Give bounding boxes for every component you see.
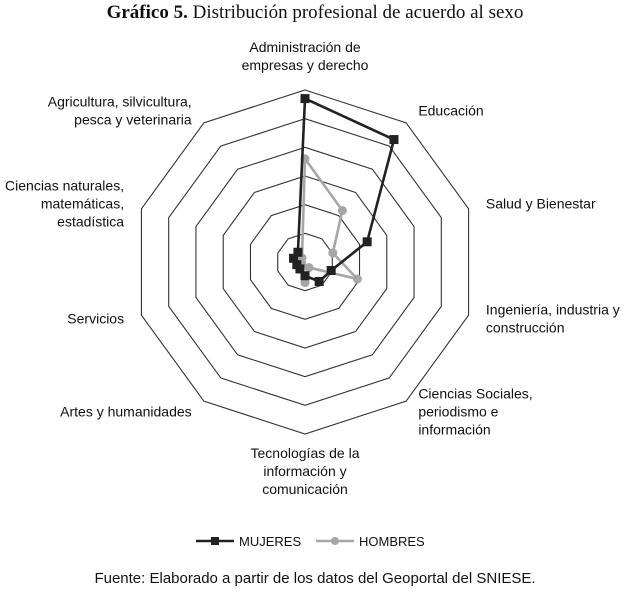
axis-label-line: construcción [485, 319, 565, 336]
legend-label-hombres: HOMBRES [359, 534, 425, 549]
data-point-hombres [338, 206, 347, 215]
radar-chart [0, 28, 630, 558]
axis-label-line: Servicios [67, 310, 125, 327]
axis-label [67, 310, 124, 326]
axis-label-line: comunicación [262, 481, 348, 497]
axis-label-line: Ingeniería, industria y [485, 301, 620, 318]
data-point-mujeres [389, 135, 398, 144]
data-point-mujeres [327, 266, 336, 275]
axis-label-line: matemáticas, [40, 195, 125, 212]
axis-label-line: pesca y veterinaria [74, 111, 192, 128]
axis-label [418, 385, 532, 437]
axis-label [60, 403, 192, 419]
axis-label-line: Administración de [249, 39, 361, 55]
axis-label-line: Artes y humanidades [60, 403, 192, 420]
axis-label [48, 94, 192, 128]
axis-label-line: Educación [418, 102, 484, 119]
data-point-mujeres [315, 277, 324, 286]
data-point-hombres [353, 275, 362, 284]
data-point-mujeres [363, 237, 372, 246]
legend [196, 534, 425, 549]
source-note: Fuente: Elaborado a partir de los datos del Geoportal del SNIESE. [94, 570, 536, 587]
chart-title-text: Distribución profesional de acuerdo al sexo [192, 2, 524, 23]
data-series [289, 94, 398, 287]
axis-label [486, 301, 620, 335]
axis-label [242, 39, 369, 73]
axis-label [418, 103, 483, 119]
data-point-mujeres [293, 248, 302, 257]
axis-label-line: Ciencias naturales, [5, 177, 125, 194]
axis-label-line: empresas y derecho [241, 57, 369, 73]
series-line-mujeres [294, 99, 394, 282]
axis-label-line: Salud y Bienestar [485, 195, 596, 212]
legend-label-mujeres: MUJERES [239, 534, 302, 549]
axis-label-line: Tecnologías de la [250, 445, 360, 461]
chart-title-prefix: Gráfico 5. [106, 2, 188, 23]
axis-label-line: información y [263, 463, 347, 479]
legend-marker-mujeres [211, 537, 219, 545]
axis-label [486, 196, 596, 212]
axis-label-line: Ciencias Sociales, [418, 385, 533, 402]
axis-label-line: Agricultura, silvicultura, [47, 93, 192, 110]
data-point-hombres [328, 248, 337, 257]
axis-label [5, 178, 124, 230]
data-point-mujeres [301, 94, 310, 103]
chart-title [0, 2, 630, 24]
axis-label-line: información [418, 421, 491, 438]
legend-marker-hombres [331, 537, 339, 545]
axis-label-line: estadística [57, 213, 125, 230]
axis-label [251, 445, 360, 497]
axis-label-line: periodismo e [418, 403, 499, 420]
